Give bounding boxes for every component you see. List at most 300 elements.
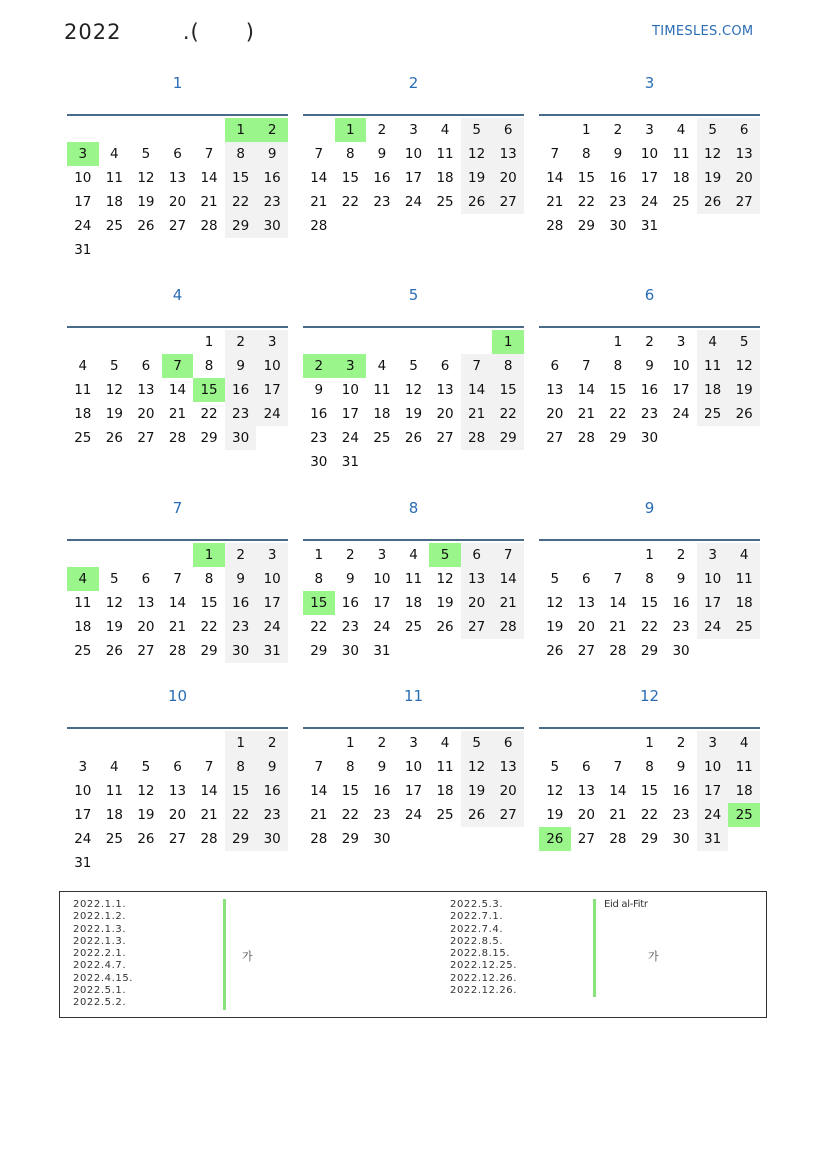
day-cell: 26 xyxy=(404,430,423,446)
day-cell: 12 xyxy=(105,595,123,611)
day-cell: 18 xyxy=(74,619,92,635)
month-rule xyxy=(67,727,288,729)
day-cell: 8 xyxy=(204,358,214,374)
day-cell: 12 xyxy=(436,571,454,587)
day-cell: 28 xyxy=(492,615,524,639)
day-cell: 26 xyxy=(546,643,564,659)
day-cell: 30 xyxy=(640,430,659,446)
day-cell: 3 xyxy=(697,543,729,567)
day-cell: 23 xyxy=(256,190,288,214)
day-cell: 8 xyxy=(204,571,214,587)
day-cell: 24 xyxy=(404,194,423,210)
day-cell: 24 xyxy=(341,430,359,446)
day-cell: 28 xyxy=(577,430,595,446)
day-cell: 14 xyxy=(461,378,493,402)
day-cell: 18 xyxy=(728,779,760,803)
month-rule xyxy=(303,326,524,328)
day-cell: 6 xyxy=(440,358,450,374)
day-cell: 1 xyxy=(225,118,257,142)
day-cell: 25 xyxy=(436,807,454,823)
day-cell: 9 xyxy=(676,571,686,587)
brand-link[interactable]: TIMESLES.COM xyxy=(652,24,754,39)
day-cell: 23 xyxy=(672,807,690,823)
holiday-date: 2022.4.15. xyxy=(73,972,134,984)
day-cell: 29 xyxy=(310,643,328,659)
day-cell: 19 xyxy=(137,807,155,823)
holiday-date: 2022.5.2. xyxy=(73,997,127,1009)
day-cell: 5 xyxy=(110,358,119,374)
day-cell: 11 xyxy=(105,783,123,799)
day-cell: 14 xyxy=(310,783,328,799)
day-cell: 17 xyxy=(697,591,729,615)
day-cell: 27 xyxy=(492,190,524,214)
day-cell: 27 xyxy=(168,831,187,847)
day-cell: 24 xyxy=(404,807,423,823)
day-cell: 21 xyxy=(492,591,524,615)
day-cell: 22 xyxy=(640,619,659,635)
day-cell: 31 xyxy=(697,827,729,851)
holiday-date: 2022.1.2. xyxy=(73,911,127,923)
day-cell: 14 xyxy=(168,595,187,611)
day-cell: 8 xyxy=(346,759,355,775)
month-rule xyxy=(67,114,288,116)
day-cell: 6 xyxy=(582,759,591,775)
day-cell: 5 xyxy=(141,759,151,775)
day-cell: 25 xyxy=(74,643,92,659)
day-cell: 13 xyxy=(577,595,595,611)
holiday-date: 2022.12.26. xyxy=(450,972,518,984)
day-cell: 8 xyxy=(645,759,654,775)
day-cell: 4 xyxy=(67,567,99,591)
day-cell: 15 xyxy=(640,595,659,611)
day-cell: 26 xyxy=(539,827,571,851)
day-cell: 21 xyxy=(546,194,564,210)
day-cell: 4 xyxy=(110,146,119,162)
day-cell: 4 xyxy=(78,358,88,374)
month-rule xyxy=(303,727,524,729)
day-cell: 13 xyxy=(728,142,760,166)
day-cell: 30 xyxy=(373,831,391,847)
day-cell: 19 xyxy=(461,779,493,803)
month-title: 1 xyxy=(172,74,183,92)
day-cell: 2 xyxy=(676,547,686,563)
day-cell: 30 xyxy=(225,639,257,663)
day-cell: 29 xyxy=(640,831,659,847)
day-cell: 23 xyxy=(373,194,391,210)
day-cell: 7 xyxy=(582,358,591,374)
day-cell: 20 xyxy=(577,619,595,635)
day-cell: 25 xyxy=(74,430,92,446)
day-cell: 17 xyxy=(404,783,423,799)
day-cell: 15 xyxy=(200,595,218,611)
day-cell: 12 xyxy=(105,382,123,398)
holiday-bar-left xyxy=(223,899,226,1010)
day-cell: 31 xyxy=(256,639,288,663)
day-cell: 26 xyxy=(697,190,729,214)
day-cell: 10 xyxy=(256,567,288,591)
day-cell: 26 xyxy=(461,190,493,214)
holiday-date: 2022.8.5. xyxy=(450,935,504,947)
day-cell: 4 xyxy=(110,759,119,775)
day-cell: 8 xyxy=(645,571,654,587)
day-cell: 18 xyxy=(74,406,92,422)
day-cell: 3 xyxy=(78,759,88,775)
day-cell: 4 xyxy=(697,330,729,354)
day-cell: 26 xyxy=(137,831,155,847)
day-cell: 10 xyxy=(256,354,288,378)
day-cell: 13 xyxy=(168,783,187,799)
day-cell: 12 xyxy=(137,170,155,186)
day-cell: 13 xyxy=(436,382,454,398)
day-cell: 24 xyxy=(256,615,288,639)
day-cell: 3 xyxy=(409,735,418,751)
day-cell: 24 xyxy=(373,619,391,635)
day-cell: 29 xyxy=(225,214,257,238)
month-title: 5 xyxy=(408,286,419,304)
day-cell: 6 xyxy=(728,118,760,142)
day-cell: 28 xyxy=(609,643,627,659)
day-cell: 7 xyxy=(314,759,324,775)
day-cell: 16 xyxy=(672,595,690,611)
day-cell: 17 xyxy=(74,194,92,210)
day-cell: 21 xyxy=(200,807,218,823)
day-cell: 15 xyxy=(577,170,595,186)
holiday-date: 2022.12.26. xyxy=(450,985,518,997)
day-cell: 8 xyxy=(346,146,355,162)
day-cell: 2 xyxy=(645,334,654,350)
day-cell: 28 xyxy=(310,218,328,234)
day-cell: 25 xyxy=(404,619,423,635)
day-cell: 22 xyxy=(609,406,627,422)
day-cell: 12 xyxy=(546,783,564,799)
day-cell: 14 xyxy=(200,783,218,799)
month-title: 10 xyxy=(167,687,188,705)
day-cell: 30 xyxy=(672,643,690,659)
day-cell: 1 xyxy=(346,735,355,751)
day-cell: 17 xyxy=(256,591,288,615)
day-cell: 14 xyxy=(546,170,564,186)
day-cell: 7 xyxy=(204,759,214,775)
day-cell: 19 xyxy=(404,406,423,422)
holiday-dates-left xyxy=(73,899,133,1010)
day-cell: 16 xyxy=(640,382,659,398)
day-cell: 4 xyxy=(377,358,387,374)
day-cell: 28 xyxy=(546,218,564,234)
day-cell: 20 xyxy=(492,779,524,803)
day-cell: 19 xyxy=(697,166,729,190)
day-cell: 10 xyxy=(373,571,391,587)
day-cell: 2 xyxy=(256,118,288,142)
day-cell: 2 xyxy=(256,731,288,755)
day-cell: 28 xyxy=(609,831,627,847)
holiday-date: 2022.5.3. xyxy=(450,899,504,910)
day-cell: 20 xyxy=(728,166,760,190)
day-cell: 3 xyxy=(409,122,418,138)
day-cell: 9 xyxy=(346,571,355,587)
day-cell: 10 xyxy=(74,783,92,799)
day-cell: 17 xyxy=(697,779,729,803)
day-cell: 31 xyxy=(74,242,92,258)
day-cell: 2 xyxy=(303,354,335,378)
day-cell: 6 xyxy=(550,358,560,374)
holiday-date: 2022.7.4. xyxy=(450,923,504,935)
day-cell: 24 xyxy=(697,803,729,827)
day-cell: 3 xyxy=(67,142,99,166)
day-cell: 14 xyxy=(609,595,627,611)
day-cell: 23 xyxy=(225,402,257,426)
day-cell: 11 xyxy=(373,382,391,398)
day-cell: 5 xyxy=(409,358,418,374)
day-cell: 20 xyxy=(168,807,187,823)
day-cell: 1 xyxy=(314,547,324,563)
day-cell: 11 xyxy=(404,571,423,587)
day-cell: 10 xyxy=(697,567,729,591)
day-cell: 20 xyxy=(168,194,187,210)
day-cell: 16 xyxy=(609,170,627,186)
day-cell: 6 xyxy=(492,118,524,142)
day-cell: 13 xyxy=(492,142,524,166)
day-cell: 27 xyxy=(137,430,155,446)
day-cell: 5 xyxy=(110,571,119,587)
page-title: 2022 .( ) xyxy=(64,20,255,44)
day-cell: 20 xyxy=(577,807,595,823)
day-cell: 29 xyxy=(200,643,218,659)
day-cell: 30 xyxy=(341,643,359,659)
month-rule xyxy=(67,539,288,541)
day-cell: 14 xyxy=(492,567,524,591)
day-cell: 8 xyxy=(582,146,591,162)
day-cell: 3 xyxy=(256,543,288,567)
day-cell: 3 xyxy=(335,354,367,378)
day-cell: 24 xyxy=(256,402,288,426)
month-rule xyxy=(67,326,288,328)
day-cell: 20 xyxy=(137,406,155,422)
day-cell: 15 xyxy=(609,382,627,398)
day-cell: 2 xyxy=(377,122,387,138)
day-cell: 24 xyxy=(672,406,690,422)
month-rule xyxy=(539,326,760,328)
day-cell: 27 xyxy=(168,218,187,234)
day-cell: 7 xyxy=(550,146,560,162)
day-cell: 29 xyxy=(640,643,659,659)
day-cell: 30 xyxy=(609,218,627,234)
day-cell: 15 xyxy=(341,783,359,799)
day-cell: 21 xyxy=(577,406,595,422)
day-cell: 28 xyxy=(168,430,187,446)
day-cell: 6 xyxy=(173,146,182,162)
day-cell: 14 xyxy=(200,170,218,186)
day-cell: 15 xyxy=(640,783,659,799)
day-cell: 2 xyxy=(225,543,257,567)
holiday-date: 2022.4.7. xyxy=(73,960,127,972)
day-cell: 27 xyxy=(577,643,595,659)
day-cell: 1 xyxy=(645,547,654,563)
day-cell: 22 xyxy=(310,619,328,635)
day-cell: 17 xyxy=(404,170,423,186)
day-cell: 21 xyxy=(168,406,187,422)
day-cell: 29 xyxy=(341,831,359,847)
day-cell: 15 xyxy=(341,170,359,186)
day-cell: 1 xyxy=(613,334,623,350)
day-cell: 23 xyxy=(256,803,288,827)
day-cell: 8 xyxy=(492,354,524,378)
day-cell: 6 xyxy=(141,358,151,374)
day-cell: 26 xyxy=(105,643,123,659)
day-cell: 10 xyxy=(74,170,92,186)
day-cell: 25 xyxy=(697,402,729,426)
day-cell: 27 xyxy=(137,643,155,659)
holiday-date: 2022.1.3. xyxy=(73,935,127,947)
day-cell: 6 xyxy=(461,543,493,567)
day-cell: 4 xyxy=(409,547,418,563)
day-cell: 11 xyxy=(74,595,92,611)
day-cell: 30 xyxy=(256,214,288,238)
day-cell: 18 xyxy=(404,595,423,611)
day-cell: 29 xyxy=(492,426,524,450)
day-cell: 29 xyxy=(577,218,595,234)
day-cell: 13 xyxy=(492,755,524,779)
day-cell: 25 xyxy=(672,194,690,210)
day-cell: 18 xyxy=(697,378,729,402)
day-cell: 17 xyxy=(672,382,690,398)
day-cell: 29 xyxy=(225,827,257,851)
holiday-date: 2022.8.15. xyxy=(450,948,511,960)
day-cell: 19 xyxy=(105,406,123,422)
day-cell: 22 xyxy=(492,402,524,426)
day-cell: 12 xyxy=(461,755,493,779)
day-cell: 10 xyxy=(404,759,423,775)
day-cell: 7 xyxy=(204,146,214,162)
day-cell: 9 xyxy=(225,567,257,591)
day-cell: 5 xyxy=(461,731,493,755)
day-cell: 26 xyxy=(137,218,155,234)
day-cell: 4 xyxy=(440,122,450,138)
day-cell: 10 xyxy=(341,382,359,398)
day-cell: 15 xyxy=(225,779,257,803)
day-cell: 11 xyxy=(728,567,760,591)
day-cell: 22 xyxy=(341,807,359,823)
day-cell: 30 xyxy=(256,827,288,851)
day-cell: 28 xyxy=(310,831,328,847)
day-cell: 1 xyxy=(193,543,225,567)
day-cell: 15 xyxy=(225,166,257,190)
day-cell: 11 xyxy=(672,146,690,162)
day-cell: 5 xyxy=(461,118,493,142)
day-cell: 30 xyxy=(225,426,257,450)
holiday-date: 2022.1.3. xyxy=(73,923,127,935)
day-cell: 25 xyxy=(105,831,123,847)
day-cell: 1 xyxy=(645,735,654,751)
day-cell: 21 xyxy=(168,619,187,635)
day-cell: 21 xyxy=(461,402,493,426)
day-cell: 25 xyxy=(728,615,760,639)
day-cell: 16 xyxy=(373,170,391,186)
month-title: 4 xyxy=(172,286,183,304)
day-cell: 17 xyxy=(341,406,359,422)
holiday-date: 2022.2.1. xyxy=(73,948,127,960)
day-cell: 3 xyxy=(676,334,686,350)
day-cell: 14 xyxy=(168,382,187,398)
day-cell: 18 xyxy=(105,807,123,823)
month-rule xyxy=(539,114,760,116)
day-cell: 14 xyxy=(577,382,595,398)
day-cell: 14 xyxy=(609,783,627,799)
day-cell: 16 xyxy=(225,591,257,615)
day-cell: 9 xyxy=(613,146,623,162)
day-cell: 19 xyxy=(436,595,454,611)
day-cell: 26 xyxy=(105,430,123,446)
day-cell: 31 xyxy=(640,218,659,234)
day-cell: 12 xyxy=(728,354,760,378)
day-cell: 19 xyxy=(546,619,564,635)
day-cell: 3 xyxy=(256,330,288,354)
day-cell: 22 xyxy=(200,406,218,422)
day-cell: 6 xyxy=(141,571,151,587)
day-cell: 17 xyxy=(640,170,659,186)
day-cell: 8 xyxy=(613,358,623,374)
day-cell: 20 xyxy=(137,619,155,635)
day-cell: 9 xyxy=(377,146,387,162)
day-cell: 27 xyxy=(436,430,454,446)
day-cell: 11 xyxy=(728,755,760,779)
day-cell: 18 xyxy=(728,591,760,615)
day-cell: 9 xyxy=(225,354,257,378)
holiday-list xyxy=(59,891,767,1018)
day-cell: 13 xyxy=(546,382,564,398)
day-cell: 20 xyxy=(492,166,524,190)
day-cell: 9 xyxy=(676,759,686,775)
holiday-name-eid: Eid al-Fitr xyxy=(604,899,648,910)
day-cell: 23 xyxy=(310,430,328,446)
month-title: 12 xyxy=(639,687,660,705)
day-cell: 7 xyxy=(461,354,493,378)
month-title: 3 xyxy=(644,74,655,92)
day-cell: 12 xyxy=(546,595,564,611)
day-cell: 20 xyxy=(436,406,454,422)
day-cell: 15 xyxy=(492,378,524,402)
day-cell: 22 xyxy=(577,194,595,210)
day-cell: 2 xyxy=(676,735,686,751)
month-rule xyxy=(539,539,760,541)
day-cell: 22 xyxy=(640,807,659,823)
day-cell: 22 xyxy=(225,190,257,214)
day-cell: 27 xyxy=(461,615,493,639)
day-cell: 27 xyxy=(728,190,760,214)
month-title: 11 xyxy=(403,687,424,705)
day-cell: 26 xyxy=(728,402,760,426)
day-cell: 7 xyxy=(613,759,623,775)
day-cell: 11 xyxy=(697,354,729,378)
day-cell: 17 xyxy=(373,595,391,611)
month-title: 6 xyxy=(644,286,655,304)
day-cell: 7 xyxy=(492,543,524,567)
day-cell: 12 xyxy=(137,783,155,799)
day-cell: 21 xyxy=(609,807,627,823)
day-cell: 31 xyxy=(74,855,92,871)
month-rule xyxy=(539,727,760,729)
day-cell: 25 xyxy=(373,430,391,446)
day-cell: 22 xyxy=(225,803,257,827)
day-cell: 1 xyxy=(582,122,591,138)
day-cell: 22 xyxy=(341,194,359,210)
day-cell: 2 xyxy=(377,735,387,751)
day-cell: 5 xyxy=(697,118,729,142)
day-cell: 13 xyxy=(461,567,493,591)
day-cell: 1 xyxy=(204,334,214,350)
day-cell: 30 xyxy=(310,454,328,470)
day-cell: 10 xyxy=(697,755,729,779)
day-cell: 24 xyxy=(74,831,92,847)
